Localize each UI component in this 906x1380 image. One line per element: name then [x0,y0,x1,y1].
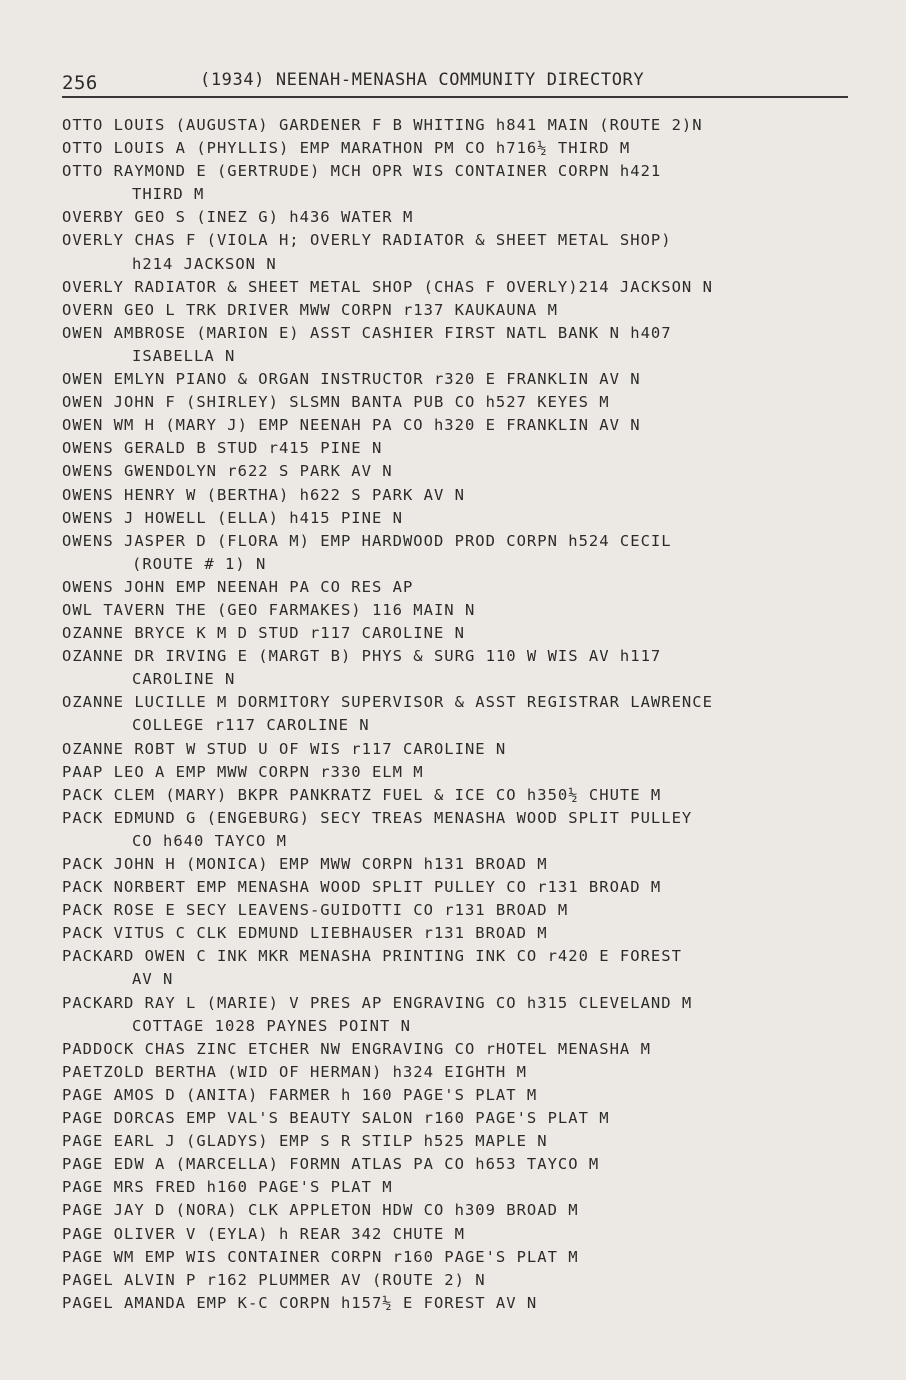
entry-continuation-line: CO h640 TAYCO M [132,831,287,850]
directory-entry-line: PAGE MRS FRED h160 PAGE'S PLAT M [62,1178,393,1197]
directory-entry-line: PAGE EARL J (GLADYS) EMP S R STILP h525 MAPLE N [62,1132,548,1151]
directory-entry-line: OWENS JASPER D (FLORA M) EMP HARDWOOD PROD CORPN h524 CECIL [62,531,672,550]
entry-continuation-line: COTTAGE 1028 PAYNES POINT N [132,1016,411,1035]
directory-entry-line: PAGEL ALVIN P r162 PLUMMER AV (ROUTE 2) N [62,1270,486,1289]
directory-entry-line: OWL TAVERN THE (GEO FARMAKES) 116 MAIN N [62,600,476,619]
directory-entry-line: PAGE OLIVER V (EYLA) h REAR 342 CHUTE M [62,1224,465,1243]
directory-entry-line: PACKARD RAY L (MARIE) V PRES AP ENGRAVING CO h315 CLEVELAND M [62,993,693,1012]
entry-continuation-line: COLLEGE r117 CAROLINE N [132,716,370,735]
directory-entry-line: PADDOCK CHAS ZINC ETCHER NW ENGRAVING CO rHOTEL MENASHA M [62,1039,651,1058]
directory-entry-line: OWEN EMLYN PIANO & ORGAN INSTRUCTOR r320 E FRANKLIN AV N [62,370,641,389]
directory-entry-line: OWEN JOHN F (SHIRLEY) SLSMN BANTA PUB CO h527 KEYES M [62,393,610,412]
directory-entry-line: OWENS HENRY W (BERTHA) h622 S PARK AV N [62,485,465,504]
directory-entry-line: PAGE WM EMP WIS CONTAINER CORPN r160 PAGE'S PLAT M [62,1247,579,1266]
directory-entry-line: PACK JOHN H (MONICA) EMP MWW CORPN h131 BROAD M [62,855,548,873]
directory-entry-line: OWENS J HOWELL (ELLA) h415 PINE N [62,508,403,527]
directory-entry-line: PAGE AMOS D (ANITA) FARMER h 160 PAGE'S PLAT M [62,1085,538,1104]
directory-entry-line: PAGE DORCAS EMP VAL'S BEAUTY SALON r160 PAGE'S PLAT M [62,1109,610,1128]
directory-entry-line: OZANNE DR IRVING E (MARGT B) PHYS & SURG 110 W WIS AV h117 [62,647,662,666]
directory-entry-line: OWEN AMBROSE (MARION E) ASST CASHIER FIRST NATL BANK N h407 [62,323,672,342]
directory-entry-line: OVERLY CHAS F (VIOLA H; OVERLY RADIATOR & SHEET METAL SHOP) [62,231,672,250]
directory-entry-line: OWENS GWENDOLYN r622 S PARK AV N [62,462,393,481]
directory-entry-line: OTTO LOUIS A (PHYLLIS) EMP MARATHON PM CO h716½ THIRD M [62,139,631,158]
directory-entry-line: PACKARD OWEN C INK MKR MENASHA PRINTING INK CO r420 E FOREST [62,947,682,966]
directory-entry-line: OTTO RAYMOND E (GERTRUDE) MCH OPR WIS CONTAINER CORPN h421 [62,162,662,181]
entry-continuation-line: AV N [132,970,174,989]
entry-continuation-line: CAROLINE N [132,670,236,689]
header-rule [62,96,848,98]
directory-entry-line: OWENS JOHN EMP NEENAH PA CO RES AP [62,577,414,596]
directory-entry-line: OZANNE ROBT W STUD U OF WIS r117 CAROLINE N [62,739,507,758]
entry-continuation-line: ISABELLA N [132,346,236,365]
entry-continuation-line: (ROUTE # 1) N [132,554,267,573]
directory-entry-line: OTTO LOUIS (AUGUSTA) GARDENER F B WHITING h841 MAIN (ROUTE 2)N [62,116,703,134]
directory-entry-line: OZANNE BRYCE K M D STUD r117 CAROLINE N [62,624,465,643]
directory-entry-line: PACK NORBERT EMP MENASHA WOOD SPLIT PULLEY CO r131 BROAD M [62,878,662,897]
directory-entries [62,114,856,1315]
directory-entry-line: PACK VITUS C CLK EDMUND LIEBHAUSER r131 BROAD M [62,924,548,943]
directory-entry-line: PACK CLEM (MARY) BKPR PANKRATZ FUEL & ICE CO h350½ CHUTE M [62,785,662,804]
directory-entry-line: OWEN WM H (MARY J) EMP NEENAH PA CO h320 E FRANKLIN AV N [62,416,641,435]
directory-entry-line: PAGE EDW A (MARCELLA) FORMN ATLAS PA CO h653 TAYCO M [62,1155,600,1174]
directory-entry-line: PACK ROSE E SECY LEAVENS-GUIDOTTI CO r131 BROAD M [62,901,569,920]
directory-entry-line: PAGE JAY D (NORA) CLK APPLETON HDW CO h309 BROAD M [62,1201,579,1220]
page-number: 256 [62,72,98,94]
directory-entry-line: OVERBY GEO S (INEZ G) h436 WATER M [62,208,414,227]
page-header [62,68,848,96]
directory-entry-line: OVERN GEO L TRK DRIVER MWW CORPN r137 KAUKAUNA M [62,300,558,319]
directory-entry-line: PAAP LEO A EMP MWW CORPN r330 ELM M [62,762,424,781]
directory-entry-line: PACK EDMUND G (ENGEBURG) SECY TREAS MENASHA WOOD SPLIT PULLEY [62,808,693,827]
directory-entry-line: OWENS GERALD B STUD r415 PINE N [62,439,383,458]
directory-entry-line: PAGEL AMANDA EMP K-C CORPN h157½ E FOREST AV N [62,1293,538,1312]
directory-entry-line: PAETZOLD BERTHA (WID OF HERMAN) h324 EIGHTH M [62,1062,527,1081]
entry-continuation-line: h214 JACKSON N [132,254,277,273]
running-title: (1934) NEENAH-MENASHA COMMUNITY DIRECTORY [200,70,645,90]
entry-continuation-line: THIRD M [132,185,205,204]
directory-entry-line: OVERLY RADIATOR & SHEET METAL SHOP (CHAS F OVERLY)214 JACKSON N [62,277,713,296]
directory-entry-line: OZANNE LUCILLE M DORMITORY SUPERVISOR & ASST REGISTRAR LAWRENCE [62,693,713,712]
